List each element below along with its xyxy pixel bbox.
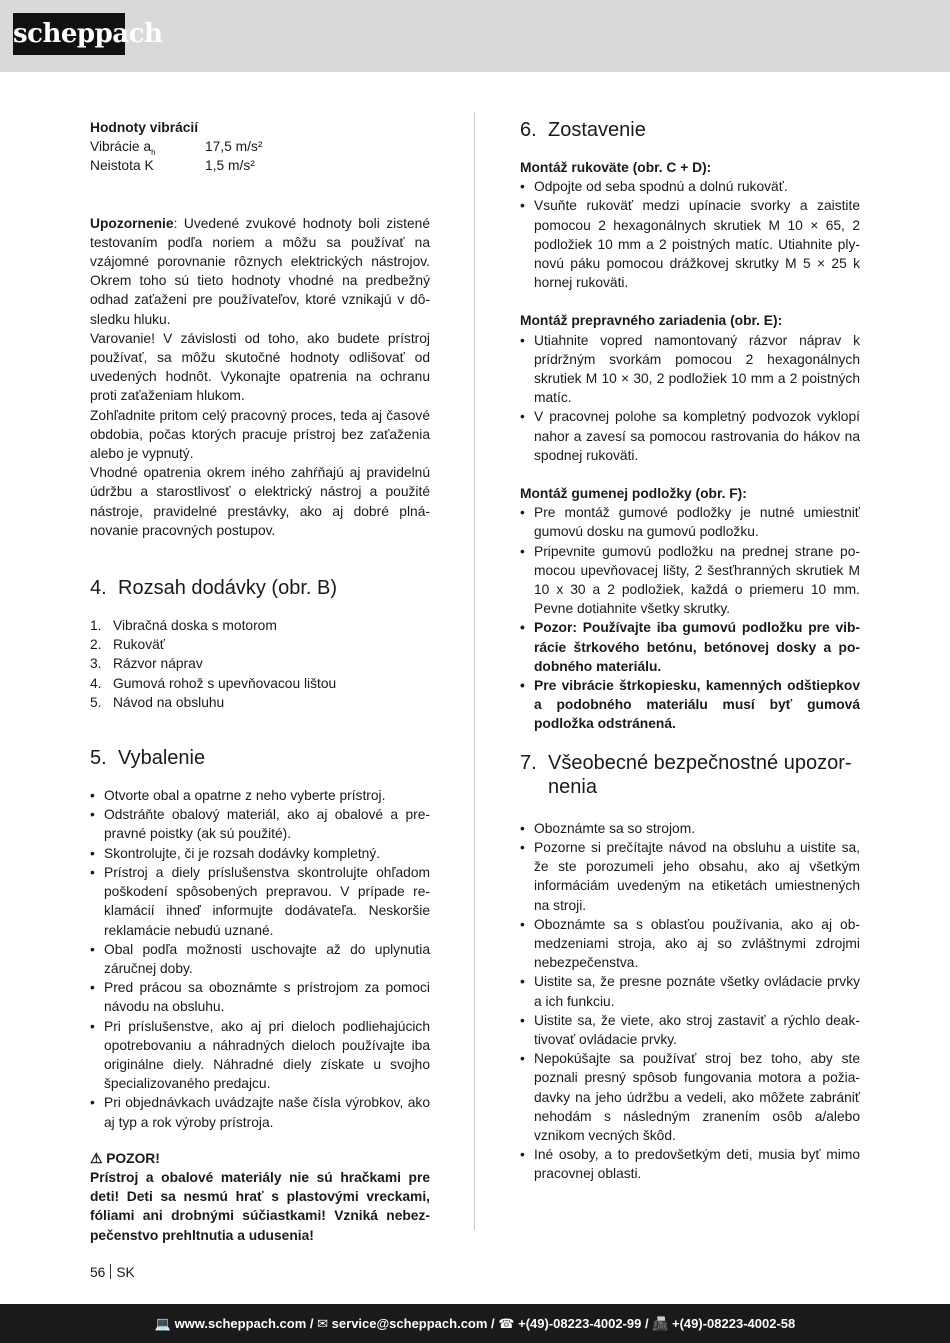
list-item: • Pre montáž gumové podložky je nutné umiestniť gumovú dosku na gumovú podložku. bbox=[520, 503, 860, 541]
measures-paragraph: Vhodné opatrenia okrem iného zahŕňajú aj pravidelnú údržbu a starostlivosť o elektrický nástroj a použité nástroje, pravidelné prestávky, ako aj dobré plnánovanie pracovných postupov. bbox=[90, 465, 430, 538]
page-number: 56 SK bbox=[90, 1265, 135, 1280]
list-item: • Pri objednávkach uvádzajte naše čísla výrobkov, ako aj typ a rok výroby prístroja. bbox=[90, 1093, 430, 1131]
header-band bbox=[0, 0, 950, 72]
footer-phone: +(49)-08223-4002-99 / bbox=[518, 1316, 649, 1331]
column-divider bbox=[474, 112, 475, 1230]
handle-assembly-list bbox=[520, 177, 860, 292]
fax-icon: 📠 bbox=[652, 1316, 669, 1331]
vibration-title: Hodnoty vibrácií bbox=[90, 120, 199, 135]
list-item: • Vsuňte rukoväť medzi upínacie svorky a zaistite pomocou 2 hexagonálnych skrutiek M 10 × 65, 2 podložiek 10 mm a 2 poistných matíc. Utiahnite plynovú páku pomocou drážkovej skrutky M 5 × 25 k hornej rukoväti. bbox=[520, 196, 860, 292]
computer-icon: 💻 bbox=[154, 1316, 171, 1331]
right-column bbox=[520, 118, 860, 1184]
list-item: • Skontrolujte, či je rozsah dodávky kompletný. bbox=[90, 844, 430, 863]
vibration-value: 17,5 m/s² bbox=[205, 139, 263, 155]
uncertainty-label: Neistota K bbox=[90, 158, 154, 174]
list-item: 2. Rukoväť bbox=[90, 637, 165, 653]
warning-triangle-icon: ⚠ bbox=[90, 1150, 103, 1166]
handle-assembly-title: Montáž rukoväte (obr. C + D): bbox=[520, 160, 712, 175]
list-item: • Oboznámte sa so strojom. bbox=[520, 819, 860, 838]
list-item: • Pozorne si prečítajte návod na obsluhu a uistite sa, že ste porozumeli jeho obsahu, ako aj všetkým informáciám uvedeným na etiketách umiestnených na stroji. bbox=[520, 838, 860, 915]
safety-instructions-list bbox=[520, 819, 860, 1184]
list-item: • Otvorte obal a opatrne z neho vyberte prístroj. bbox=[90, 786, 430, 805]
list-item: 1. Vibračná doska s motorom bbox=[90, 618, 277, 634]
list-item: • Pri príslušenstve, ako aj pri dieloch podliehajúcich opotrebovaniu a náhradných dieloch používajte iba originálne diely. Náhradné diely získate u svojho špecializovaného predajcu. bbox=[90, 1017, 430, 1094]
mail-icon: ✉ bbox=[317, 1316, 329, 1331]
list-item: 3. Rázvor náprav bbox=[90, 656, 203, 672]
section-5-heading: 5. Vybalenie bbox=[90, 747, 206, 770]
caution-text: Prístroj a obalové materiály nie sú hračkami pre deti! Deti sa nesmú hrať s plastovými vreckami, fóliami ani drobnými súčiastkami! Vzniká nebezpečenstvo prehltnutia a udusenia! bbox=[90, 1169, 430, 1243]
transport-assembly-title: Montáž prepravného zariadenia (obr. E): bbox=[520, 313, 783, 329]
rubber-pad-warning-list bbox=[520, 618, 860, 733]
list-item: • Iné osoby, a to predovšetkým deti, musia byť mimo pracovnej oblasti. bbox=[520, 1145, 860, 1183]
caution-heading: ⚠ POZOR! bbox=[90, 1150, 160, 1166]
footer-website[interactable]: www.scheppach.com / bbox=[174, 1316, 314, 1331]
list-item: • Uistite sa, že presne poznáte všetky ovládacie prvky a ich funkciu. bbox=[520, 972, 860, 1010]
vibration-row bbox=[90, 137, 430, 156]
rubber-pad-list bbox=[520, 503, 860, 618]
list-item: • Pred prácou sa oboznámte s prístrojom za pomoci návodu na obsluhu. bbox=[90, 978, 430, 1016]
list-item: • Nepokúšajte sa používať stroj bez toho, aby ste poznali presný spôsob fungovania motora a požiadavky na jeho údržbu a vedeli, ako môžete zabrániť nehodám s následným zranením osôb a/alebo vznikom vecných škôd. bbox=[520, 1049, 860, 1145]
vibration-label: Vibrácie $a_h$ bbox=[90, 139, 156, 157]
footer-email[interactable]: service@scheppach.com / bbox=[331, 1316, 495, 1331]
scheppach-logo: scheppach bbox=[13, 13, 125, 55]
consider-paragraph: Zohľadnite pritom celý pracovný proces, teda aj časové obdobia, počas ktorých pracuje prístroj bez zaťaženia alebo je vypnutý. bbox=[90, 407, 430, 462]
notice-paragraph: Upozornenie: Uvedené zvukové hodnoty boli zistené testovaním podľa noriem a môžu sa používať na vzájomné porovnanie rôznych elektrických nástrojov. Okrem toho sú tieto hodnoty vhodné na predbežný odhad zaťaženi pre používateľov, ktoré vznikajú v dôsledku hluku. bbox=[90, 215, 430, 327]
transport-assembly-list bbox=[520, 331, 860, 465]
list-item: • Prístroj a diely príslušenstva skontrolujte ohľadom poškodení spôsobených prepravou. V prípade reklamácií ihneď informujte dodávateľa. Neskoršie reklamácie nebudú uznané. bbox=[90, 863, 430, 940]
section-6-heading: 6. Zostavenie bbox=[520, 119, 646, 141]
list-item: • Pre vibrácie štrkopiesku, kamenných odštiepkov a podobného materiálu musí byť gumová podložka odstránená. bbox=[520, 676, 860, 734]
phone-icon: ☎ bbox=[498, 1316, 515, 1331]
list-item: 5. Návod na obsluhu bbox=[90, 694, 225, 710]
list-item: 4. Gumová rohož s upevňovacou lištou bbox=[90, 675, 337, 691]
list-item: • Pripevnite gumovú podložku na prednej strane pomocou upevňovacej lišty, 2 šesťhranných skrutiek M 10 x 30 a 2 podložiek, každá o priemeru 10 mm. Pevne dotiahnite všetky skrutky. bbox=[520, 542, 860, 619]
section-7-heading: 7. Všeobecné bezpečnostné upozornenia bbox=[520, 751, 852, 798]
scope-of-delivery-list bbox=[90, 616, 430, 712]
rubber-pad-title: Montáž gumenej podložky (obr. F): bbox=[520, 486, 747, 502]
footer-bar bbox=[0, 1304, 950, 1343]
section-4-heading: 4. Rozsah dodávky (obr. B) bbox=[90, 577, 337, 600]
footer-fax: +(49)-08223-4002-58 bbox=[672, 1316, 796, 1331]
list-item: • V pracovnej polohe sa kompletný podvozok vyklopí nahor a zavesí sa pomocou rastrovania do hákov na spodnej rukoväti. bbox=[520, 407, 860, 465]
list-item: • Odstráňte obalový materiál, ako aj obalové a prepravné poistky (ak sú použité). bbox=[90, 805, 430, 843]
uncertainty-value: 1,5 m/s² bbox=[205, 158, 255, 174]
list-item: • Oboznámte sa s oblasťou používania, ako aj obmedzeniami stroja, ako aj so zvláštnymi zdrojmi nebezpečenstva. bbox=[520, 915, 860, 973]
list-item: • Uistite sa, že viete, ako stroj zastaviť a rýchlo deaktivovať ovládacie prvky. bbox=[520, 1011, 860, 1049]
left-column bbox=[90, 118, 430, 1245]
warning-paragraph: Varovanie! V závislosti od toho, ako budete prístroj používať, sa môžu skutočné hodnoty odlišovať od uvedených hodnôt. Vykonajte opatrenia na ochranu proti zaťaženiam hlukom. bbox=[90, 330, 430, 404]
list-item: • Utiahnite vopred namontovaný rázvor náprav k prídržným svorkám pomocou 2 hexagonálnych skrutiek M 10 × 30, 2 podložiek 10 mm a 2 poistných matíc. bbox=[520, 331, 860, 408]
list-item: • Obal podľa možnosti uschovajte až do uplynutia záručnej doby. bbox=[90, 940, 430, 978]
list-item: • Pozor: Používajte iba gumovú podložku pre vibrácie štrkového betónu, betónovej dosky a podobného materiálu. bbox=[520, 618, 860, 676]
uncertainty-row bbox=[90, 156, 430, 175]
list-item: • Odpojte od seba spodnú a dolnú rukoväť. bbox=[520, 177, 860, 196]
unpacking-list bbox=[90, 786, 430, 1132]
